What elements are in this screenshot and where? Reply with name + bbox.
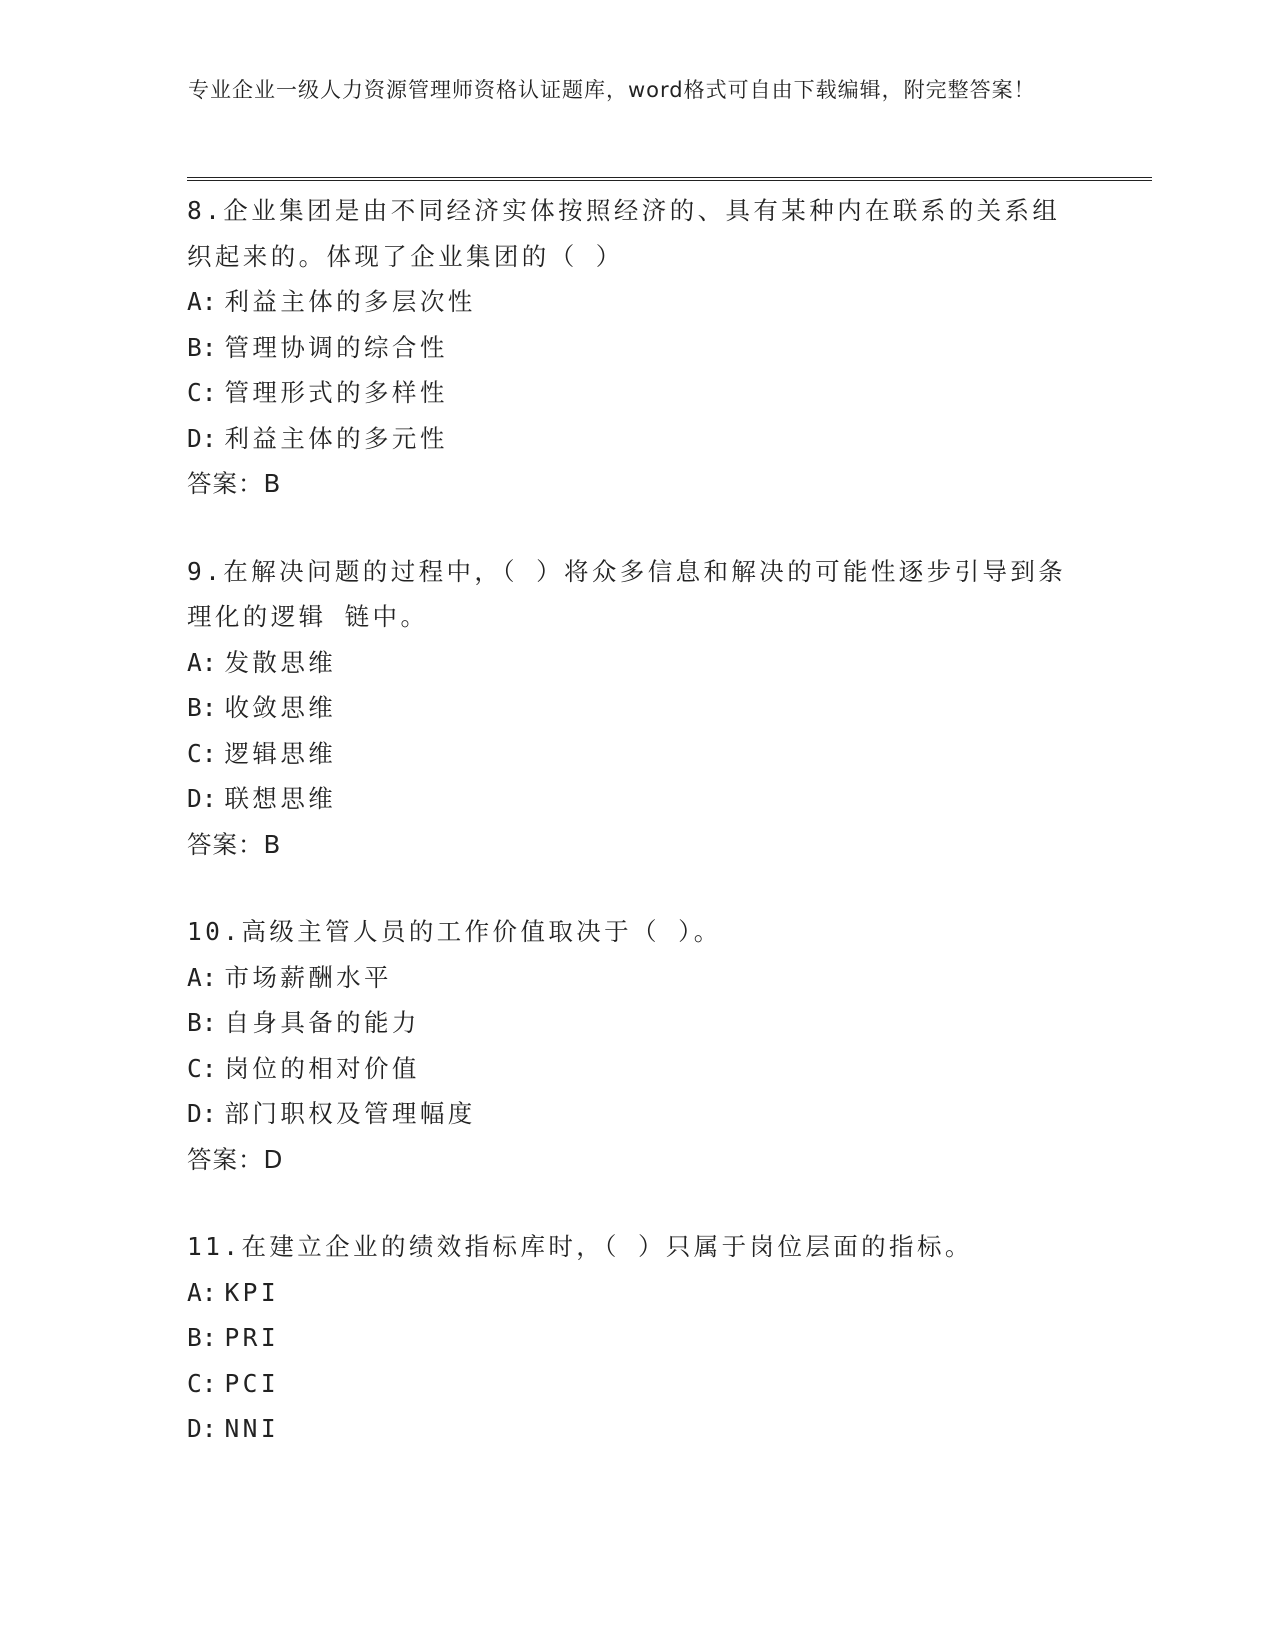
option-text: 逻辑思维 xyxy=(224,738,337,768)
document-header: 专业企业一级人力资源管理师资格认证题库，word格式可自由下载编辑，附完整答案！ xyxy=(188,78,1036,102)
option-text: 发散思维 xyxy=(224,647,337,677)
option-b xyxy=(187,325,1087,371)
option-letter: B: xyxy=(187,1008,217,1037)
option-text: NNI xyxy=(224,1414,279,1443)
option-letter: A: xyxy=(187,962,217,992)
option-c xyxy=(187,1361,1087,1407)
option-letter: C: xyxy=(187,738,217,768)
option-letter: A: xyxy=(187,647,217,677)
option-letter: D: xyxy=(187,423,217,453)
option-b xyxy=(187,1315,1087,1361)
answer-label: 答案：D xyxy=(187,1144,284,1174)
option-d xyxy=(187,1406,1087,1452)
option-text: 管理协调的综合性 xyxy=(224,332,448,362)
option-c xyxy=(187,731,1087,777)
option-a xyxy=(187,279,1087,325)
option-text: 市场薪酬水平 xyxy=(224,962,392,992)
question-stem: 9.在解决问题的过程中，（ ）将众多信息和解决的可能性逐步引导到条理化的逻辑 链中。 xyxy=(187,556,1067,631)
question-stem: 10.高级主管人员的工作价值取决于（ ）。 xyxy=(187,917,722,946)
option-d xyxy=(187,1091,1087,1137)
option-letter: A: xyxy=(187,287,217,316)
question-10 xyxy=(187,909,1087,1182)
option-text: KPI xyxy=(224,1277,279,1307)
option-a xyxy=(187,640,1087,686)
option-letter: C: xyxy=(187,1053,217,1083)
option-letter: C: xyxy=(187,1368,217,1398)
option-a xyxy=(187,955,1087,1001)
question-list xyxy=(187,188,1087,1494)
option-text: 岗位的相对价值 xyxy=(224,1053,420,1083)
option-b xyxy=(187,685,1087,731)
answer-label: 答案：B xyxy=(187,469,282,498)
option-d xyxy=(187,776,1087,822)
option-b xyxy=(187,1000,1087,1046)
option-text: PCI xyxy=(224,1368,279,1398)
question-8 xyxy=(187,188,1087,507)
option-c xyxy=(187,370,1087,416)
option-c xyxy=(187,1046,1087,1092)
option-letter: C: xyxy=(187,378,217,407)
option-text: 管理形式的多样性 xyxy=(224,378,448,407)
option-letter: D: xyxy=(187,784,217,813)
question-stem: 11.在建立企业的绩效指标库时，（ ）只属于岗位层面的指标。 xyxy=(187,1232,973,1261)
option-text: 自身具备的能力 xyxy=(224,1008,420,1037)
option-letter: D: xyxy=(187,1099,217,1128)
option-a xyxy=(187,1270,1087,1316)
option-letter: D: xyxy=(187,1414,217,1443)
option-text: 联想思维 xyxy=(224,784,337,813)
question-11 xyxy=(187,1224,1087,1452)
option-text: 部门职权及管理幅度 xyxy=(224,1099,476,1128)
option-text: 收敛思维 xyxy=(224,693,337,722)
option-d xyxy=(187,416,1087,462)
option-text: 利益主体的多元性 xyxy=(224,423,448,453)
answer-label: 答案：B xyxy=(187,829,282,859)
option-letter: B: xyxy=(187,693,217,722)
option-letter: B: xyxy=(187,332,217,362)
question-9 xyxy=(187,549,1087,868)
option-letter: A: xyxy=(187,1277,217,1307)
header-divider xyxy=(187,177,1152,181)
option-text: 利益主体的多层次性 xyxy=(224,287,476,316)
option-text: PRI xyxy=(224,1323,279,1352)
question-stem: 8.企业集团是由不同经济实体按照经济的、具有某种内在联系的关系组织起来的。体现了企业集团的（ ） xyxy=(187,196,1061,271)
option-letter: B: xyxy=(187,1323,217,1352)
